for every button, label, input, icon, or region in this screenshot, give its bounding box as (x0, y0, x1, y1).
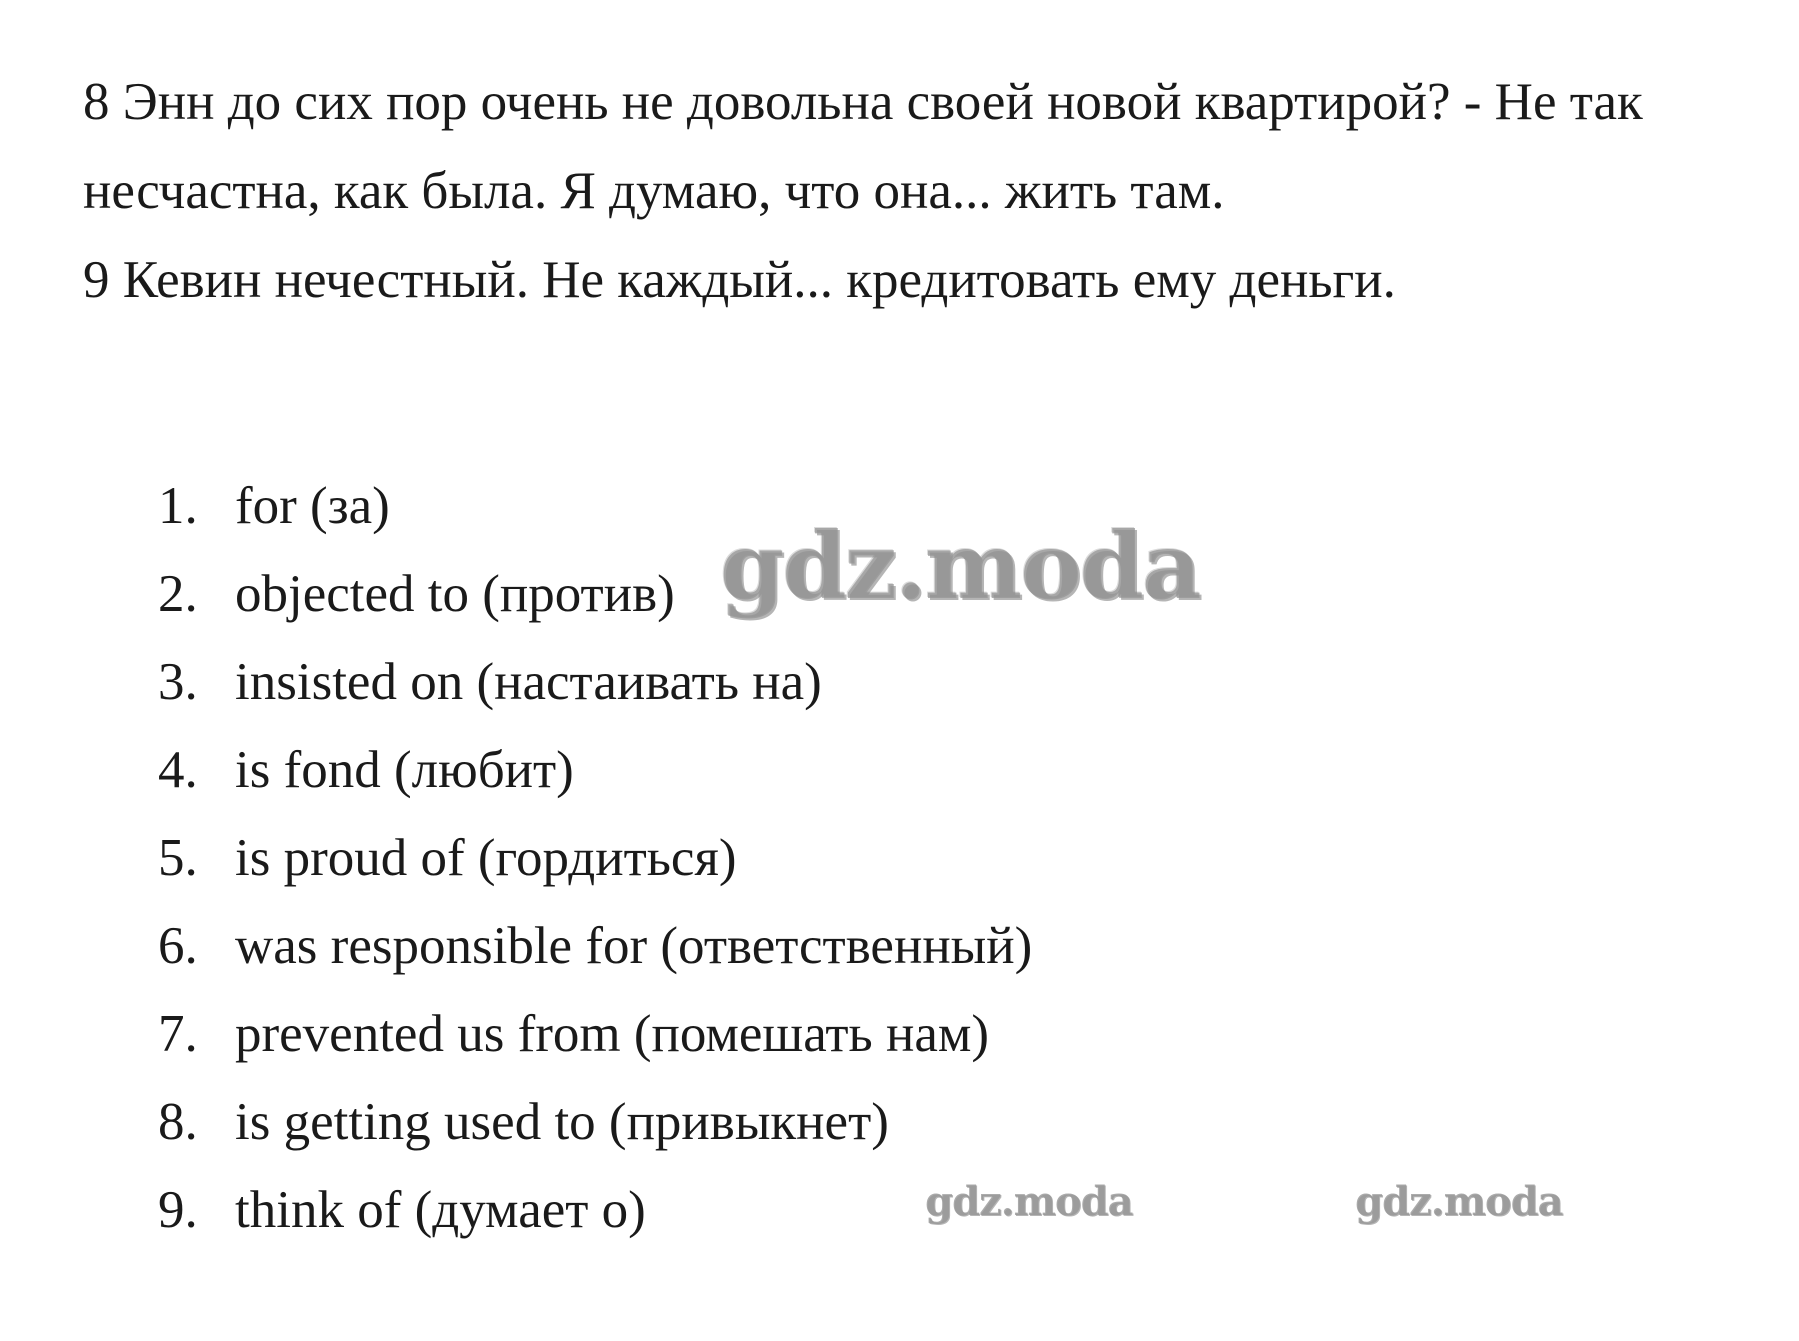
answer-text: think of (думает о) (235, 1181, 646, 1239)
answer-number: 1. (158, 477, 198, 535)
answer-text: is proud of (гордиться) (235, 829, 737, 887)
answer-text: prevented us from (помешать нам) (235, 1005, 990, 1063)
answer-number: 3. (158, 653, 198, 711)
answer-item (158, 902, 1032, 990)
answer-text: is getting used to (привыкнет) (235, 1093, 889, 1151)
answer-number: 9. (158, 1181, 198, 1239)
answer-item (158, 726, 1032, 814)
sentence-8: 8 Энн до сих пор очень не довольна своей новой квартирой? - Не так несчастна, как была. Я думаю, что она... жить там. (83, 73, 1643, 220)
answer-text: objected to (против) (235, 565, 675, 623)
answer-number: 7. (158, 1005, 198, 1063)
sentence-9: 9 Кевин нечестный. Не каждый... кредитовать ему деньги. (83, 251, 1396, 309)
watermark-main: gdz.moda (720, 512, 1200, 620)
answer-number: 4. (158, 741, 198, 799)
answer-number: 5. (158, 829, 198, 887)
watermark-footer-right: gdz.moda (1355, 1178, 1563, 1225)
watermark-footer-left: gdz.moda (925, 1178, 1133, 1225)
answer-text: insisted on (настаивать на) (235, 653, 822, 711)
answer-number: 8. (158, 1093, 198, 1151)
exercise-text (83, 58, 1743, 325)
answer-text: was responsible for (ответственный) (235, 917, 1033, 975)
answer-text: for (за) (235, 477, 390, 535)
answer-item (158, 814, 1032, 902)
answer-item (158, 990, 1032, 1078)
answer-item (158, 1166, 1032, 1254)
answer-item (158, 638, 1032, 726)
answer-text: is fond (любит) (235, 741, 574, 799)
answer-item (158, 1078, 1032, 1166)
answer-number: 2. (158, 565, 198, 623)
answer-number: 6. (158, 917, 198, 975)
